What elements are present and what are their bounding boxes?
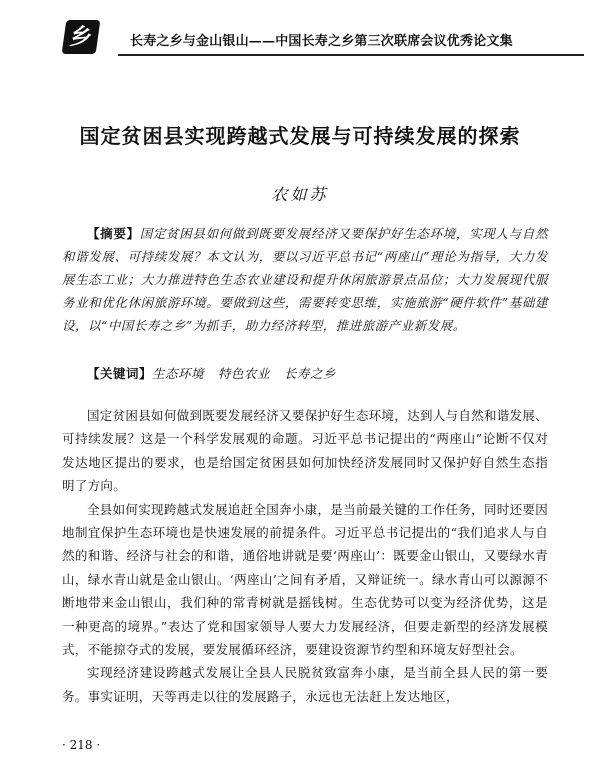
author-name: 农如苏 [271, 185, 329, 204]
keyword: 生态环境 [152, 366, 205, 381]
series-title: 长寿之乡与金山银山——中国长寿之乡第三次联席会议优秀论文集 [130, 34, 513, 49]
paragraph: 实现经济建设跨越式发展让全县人民脱贫致富奔小康，是当前全县人民的第一要务。事实证明，天等再走以往的发展路子，永远也无法赶上发达地区， [62, 665, 548, 704]
page-number: · 218 · [62, 738, 101, 752]
abstract-text: 国定贫困县如何做到既要发展经济又要保护好生态环境，实现人与自然和谐发展、可持续发展？本文认为，要以习近平总书记“两座山”理论为指导，大力发展生态工业；大力推进特色生态农业建设和提升休闲旅游景点品位；大力发展现代服务业和优化休闲旅游环境。要做到这些，需要转变思维，实施旅游“硬件软件”基础建设，以“中国长寿之乡”为抓手，助力经济转型，推进旅游产业新发展。 [62, 226, 548, 333]
paragraph: 国定贫困县如何做到既要发展经济又要保护好生态环境，达到人与自然和谐发展、可持续发展？这是一个科学发展观的命题。习近平总书记提出的“两座山”论断不仅对发达地区提出的要求，也是给国定贫困县如何加快经济发展同时又保护好自然生态指明了方向。 [62, 408, 548, 494]
keyword: 特色农业 [218, 366, 271, 381]
body-text [62, 404, 548, 708]
paragraph: 全县如何实现跨越式发展追赶全国奔小康，是当前最关键的工作任务，同时还要因地制宜保护生态环境也是快速发展的前提条件。习近平总书记提出的“我们追求人与自然的和谐、经济与社会的和谐，通俗地讲就是要‘两座山’：既要金山银山，又要绿水青山，绿水青山就是金山银山。‘两座山’之间有矛盾，又辩证统一。绿水青山可以源源不断地带来金山银山，我们种的常青树就是摇钱树。生态优势可以变为经济优势，这是一种更高的境界。”表达了党和国家领导人要大力发展经济，但要走新型的经济发展模式，不能掠夺式的发展，要发展循环经济，要建设资源节约型和环境友好型社会。 [62, 501, 548, 658]
abstract [62, 222, 548, 337]
keywords-label: 【关键词】 [87, 366, 153, 381]
header-rule [118, 54, 584, 56]
abstract-label: 【摘要】 [87, 226, 140, 241]
series-logo-icon: 乡 [62, 20, 101, 54]
running-header [52, 20, 572, 60]
keywords [62, 362, 548, 385]
paper-title: 国定贫困县实现跨越式发展与可持续发展的探索 [79, 124, 521, 148]
keyword: 长寿之乡 [284, 366, 337, 381]
